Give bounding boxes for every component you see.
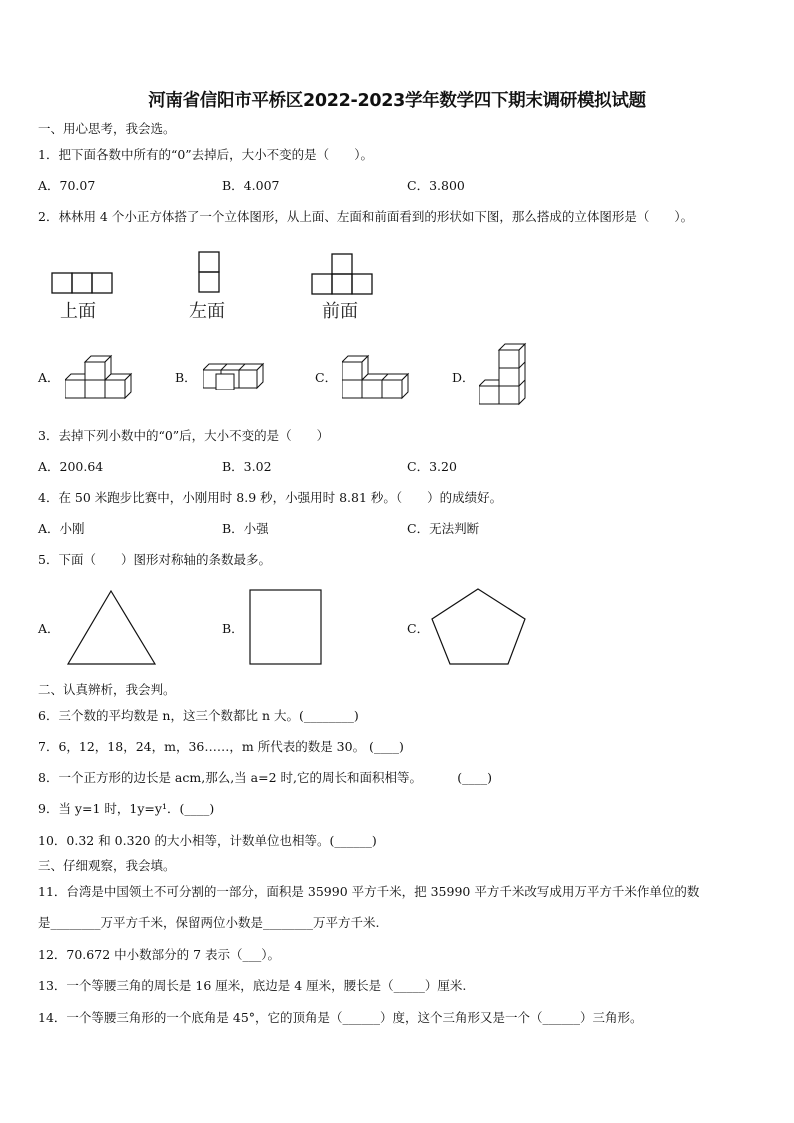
q2-stem: 2．林林用 4 个小正方体搭了一个立体图形，从上面、左面和前面看到的形状如下图，那么搭成的立体图形是（ ）。	[38, 209, 694, 224]
q6-statement: 6．三个数的平均数是 n，这三个数都比 n 大。(________)	[38, 708, 359, 723]
exam-title: 河南省信阳市平桥区2022-2023学年数学四下期末调研模拟试题	[148, 91, 646, 111]
top-view-figure	[51, 272, 113, 294]
q5-option-a-label: A．	[38, 621, 60, 636]
q2-option-c-solid	[342, 354, 412, 402]
section-3-heading: 三、仔细观察，我会填。	[38, 858, 176, 873]
q4-option-a: A．小刚	[38, 521, 85, 536]
q2-option-d-label: D．	[452, 370, 475, 385]
q5-stem: 5．下面（ ）图形对称轴的条数最多。	[38, 552, 271, 567]
section-2-heading: 二、认真辨析，我会判。	[38, 682, 176, 697]
q5-option-c-label: C．	[407, 621, 430, 636]
q3-stem: 3．去掉下列小数中的“0”后，大小不变的是（ ）	[38, 428, 330, 443]
q12-statement: 12．70.672 中小数部分的 7 表示（___）。	[38, 947, 281, 962]
square-shape	[249, 589, 323, 667]
q14-statement: 14．一个等腰三角形的一个底角是 45°，它的顶角是（______）度，这个三角形又是一个（______）三角形。	[38, 1010, 643, 1025]
q10-statement: 10．0.32 和 0.320 的大小相等，计数单位也相等。(______)	[38, 833, 377, 848]
q2-option-d-solid	[479, 342, 527, 408]
q1-option-a: A．70.07	[38, 178, 96, 193]
q2-option-b-solid	[203, 362, 269, 390]
q2-option-b-label: B．	[175, 370, 197, 385]
front-view-figure	[311, 253, 373, 296]
q1-option-b: B．4.007	[222, 178, 280, 193]
front-view-label: 前面	[322, 301, 358, 322]
top-view-label: 上面	[60, 301, 96, 322]
pentagon-shape	[430, 587, 528, 667]
q2-option-a-label: A．	[38, 370, 60, 385]
q8-statement: 8．一个正方形的边长是 acm,那么,当 a=2 时,它的周长和面积相等。 (____)	[38, 770, 492, 785]
q1-stem: 1．把下面各数中所有的“0”去掉后，大小不变的是（ ）。	[38, 147, 373, 162]
q4-option-b: B．小强	[222, 521, 269, 536]
q11-line-1: 11．台湾是中国领土不可分割的一部分，面积是 35990 平方千米，把 35990 平方千米改写成用万平方千米作单位的数	[38, 884, 700, 899]
q9-statement: 9．当 y=1 时，1y=y¹．(____)	[38, 801, 215, 816]
section-1-heading: 一、用心思考，我会选。	[38, 121, 176, 136]
q3-option-a: A．200.64	[38, 459, 104, 474]
left-view-figure	[198, 251, 222, 294]
q4-stem: 4．在 50 米跑步比赛中，小刚用时 8.9 秒，小强用时 8.81 秒。（ ）的成绩好。	[38, 490, 503, 505]
left-view-label: 左面	[189, 301, 225, 322]
q13-statement: 13．一个等腰三角的周长是 16 厘米，底边是 4 厘米，腰长是（_____）厘米.	[38, 978, 467, 993]
q1-option-c: C．3.800	[407, 178, 465, 193]
q5-option-b-label: B．	[222, 621, 244, 636]
q2-option-c-label: C．	[315, 370, 338, 385]
q11-line-2: 是________万平方千米，保留两位小数是________万平方千米.	[38, 915, 380, 930]
q2-option-a-solid	[65, 354, 135, 402]
q3-option-c: C．3.20	[407, 459, 457, 474]
q7-statement: 7．6，12，18，24，m，36……，m 所代表的数是 30。 (____)	[38, 739, 404, 754]
q3-option-b: B．3.02	[222, 459, 272, 474]
triangle-shape	[66, 589, 158, 667]
q4-option-c: C．无法判断	[407, 521, 480, 536]
